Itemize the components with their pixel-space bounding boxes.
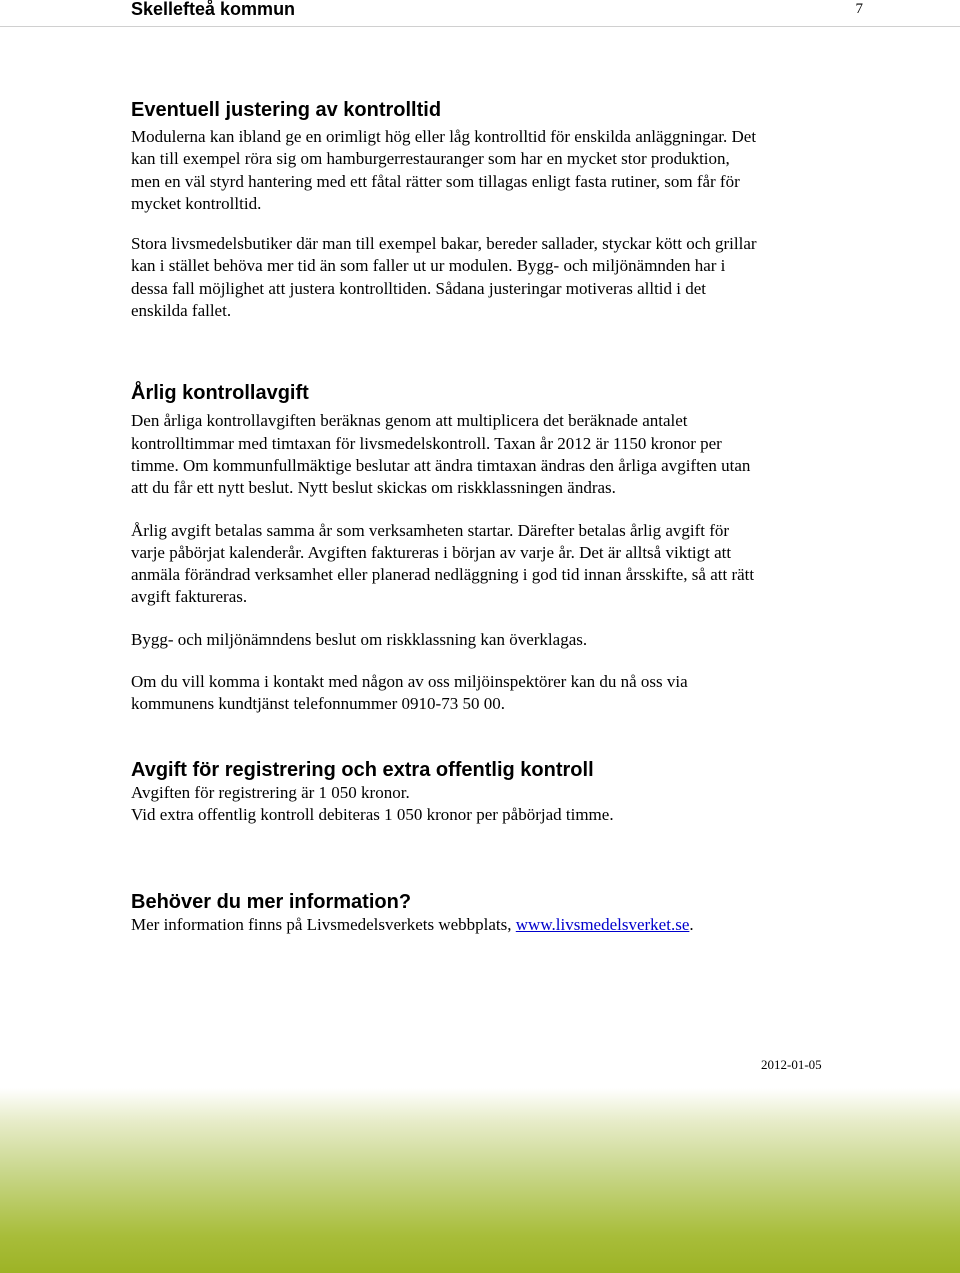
- text-line: Modulerna kan ibland ge en orimligt hög eller låg kontrolltid för enskilda anläggningar. Det: [131, 127, 757, 146]
- paragraph: [131, 126, 851, 215]
- paragraph: [131, 520, 851, 609]
- section-justering: [131, 98, 851, 322]
- text-line: varje påbörjat kalenderår. Avgiften faktureras i början av varje år. Det är alltså viktigt att: [131, 542, 732, 562]
- text-line: att du får ett nytt beslut. Nytt beslut skickas om riskklassningen ändras.: [131, 478, 616, 498]
- text-line: mycket kontrolltid.: [131, 193, 262, 213]
- text-line: Bygg- och miljönämndens beslut om riskklassning kan överklagas.: [131, 629, 588, 649]
- section-registrering: [131, 758, 851, 827]
- footer-decoration: [0, 1088, 960, 1273]
- text-line: avgift faktureras.: [131, 587, 248, 607]
- section-avgift: [131, 381, 851, 715]
- document-date: 2012-01-05: [761, 1057, 822, 1072]
- text-line: anmäla förändrad verksamhet eller planerad nedläggning i god tid innan årsskifte, så att rätt: [131, 565, 755, 585]
- page-number: 7: [855, 1, 863, 17]
- text-line: Årlig avgift betalas samma år som verksamheten startar. Därefter betalas årlig avgift för: [131, 520, 730, 540]
- paragraph: [131, 233, 851, 322]
- text-line: kan i stället behöva mer tid än som faller ut ur modulen. Bygg- och miljönämnden har i: [131, 256, 726, 276]
- paragraph: [131, 782, 851, 827]
- text-line: Vid extra offentlig kontroll debiteras 1 050 kronor per påbörjad timme.: [131, 804, 614, 824]
- text-line: Avgiften för registrering är 1 050 kronor.: [131, 782, 410, 802]
- page-header: [0, 0, 960, 27]
- text-line: dessa fall möjlighet att justera kontrolltiden. Sådana justeringar motiveras alltid i det: [131, 278, 707, 298]
- paragraph: [131, 410, 851, 499]
- livsmedelsverket-link[interactable]: www.livsmedelsverket.se: [515, 915, 690, 935]
- section-title: Avgift för registrering och extra offentlig kontroll: [131, 758, 594, 781]
- text-line: enskilda fallet.: [131, 301, 232, 321]
- text-line: Om du vill komma i kontakt med någon av oss miljöinspektörer kan du nå oss via: [131, 672, 688, 692]
- paragraph: [131, 629, 851, 651]
- text-line: kontrolltimmar med timtaxan för livsmedelskontroll. Taxan år 2012 är 1150 kronor per: [131, 433, 722, 453]
- info-text: Mer information finns på Livsmedelsverkets webbplats,: [131, 915, 516, 935]
- section-title: Behöver du mer information?: [131, 891, 412, 914]
- text-line: kommunens kundtjänst telefonnummer 0910-73 50 00.: [131, 694, 505, 714]
- text-line: Den årliga kontrollavgiften beräknas genom att multiplicera det beräknade antalet: [131, 411, 688, 431]
- section-info: [131, 890, 851, 936]
- text-line: timme. Om kommunfullmäktige beslutar att ändra timtaxan ändras den årliga avgiften utan: [131, 455, 751, 475]
- info-text-end: .: [689, 915, 694, 935]
- paragraph: [131, 671, 851, 716]
- section-title: Årlig kontrollavgift: [131, 382, 309, 405]
- section-title: Eventuell justering av kontrolltid: [131, 99, 442, 121]
- text-line: kan till exempel röra sig om hamburgerrestauranger som har en mycket stor produktion,: [131, 149, 730, 169]
- document-body: [131, 98, 851, 937]
- text-line: men en väl styrd hantering med ett fåtal rätter som tillagas enligt fasta rutiner, som får för: [131, 171, 740, 191]
- paragraph: [131, 914, 851, 936]
- text-line: Stora livsmedelsbutiker där man till exempel bakar, bereder sallader, styckar kött och grillar: [131, 234, 757, 254]
- organization-name: Skellefteå kommun: [131, 0, 296, 19]
